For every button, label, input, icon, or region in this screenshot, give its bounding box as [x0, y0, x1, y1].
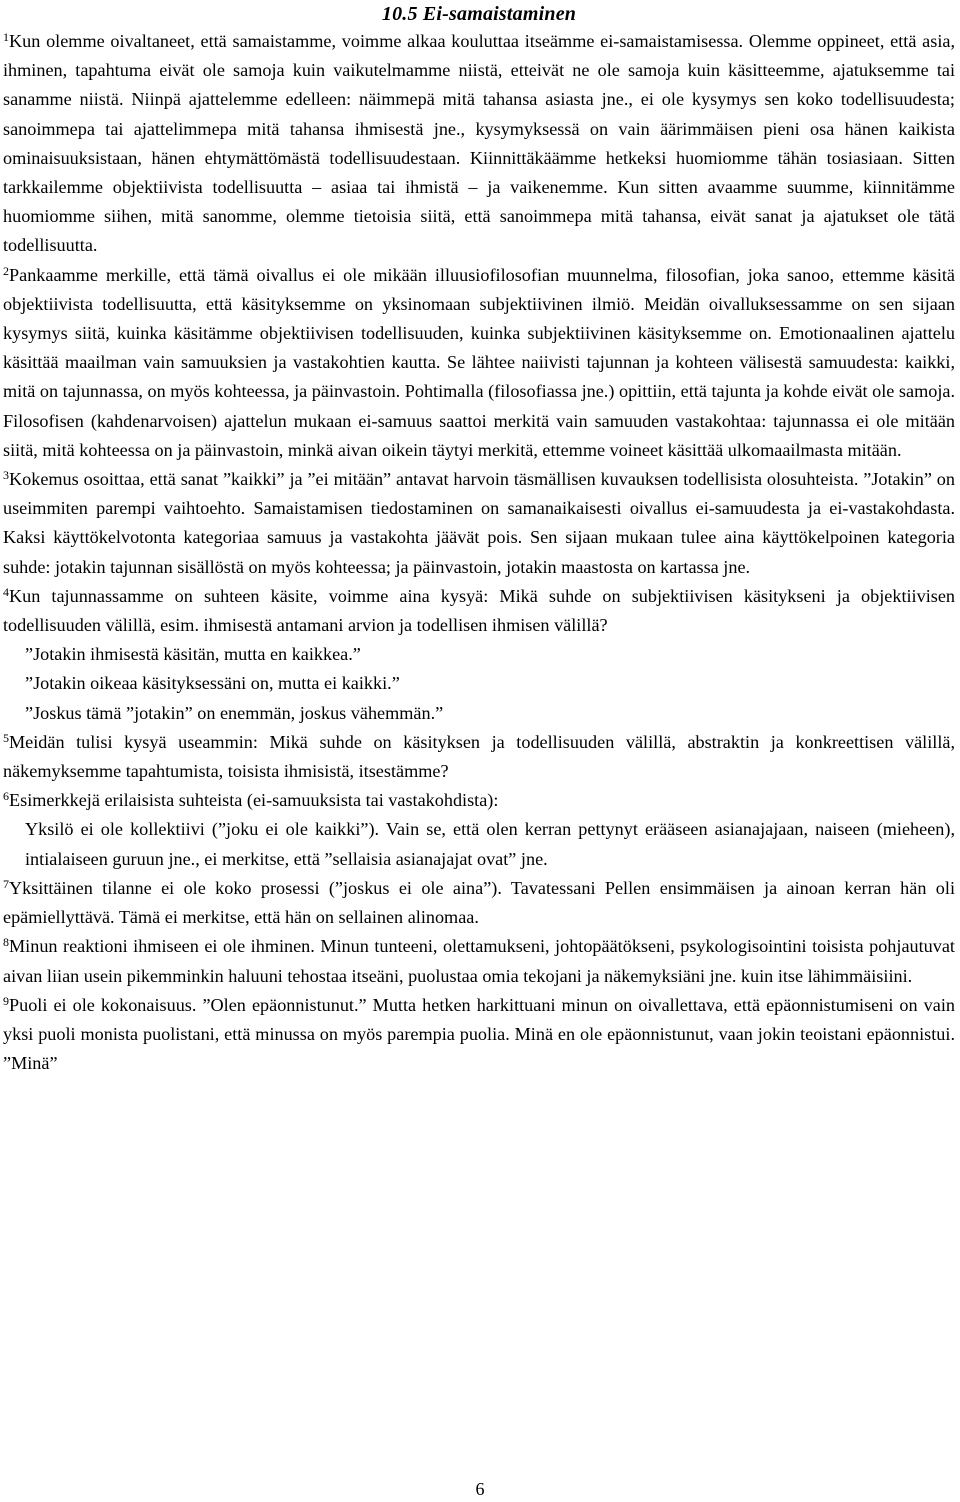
footnote-number: 8 — [3, 935, 9, 950]
body-text — [3, 27, 955, 1078]
paragraph-text: Kokemus osoittaa, että sanat ”kaikki” ja ”ei mitään” antavat harvoin täsmällisen kuvauksen todellisista olosuhteista. ”Jotakin” on useimmiten parempi vaihtoehto. Samaistamisen tiedostaminen on samanaikaisesti oivallus ei-samuudesta ja ei-vastakohdasta. Kaksi käyttökelvotonta kategoriaa samuus ja vastakohta jäävät pois. Sen sijaan mukaan tulee aina käyttökelpoinen kategoria suhde: jotakin tajunnan sisällöstä on myös kohteessa; ja päinvastoin, jotakin maastosta on kartassa jne. — [3, 469, 955, 577]
paragraph-9 — [3, 991, 955, 1079]
quote-line: ”Jotakin ihmisestä käsitän, mutta en kaikkea.” — [25, 644, 361, 665]
paragraph-8 — [3, 932, 955, 990]
footnote-number: 1 — [3, 30, 9, 44]
footnote-number: 6 — [3, 789, 9, 804]
paragraph-text: Kun tajunnassamme on suhteen käsite, voimme aina kysyä: Mikä suhde on subjektiivisen käsitykseni ja objektiivisen todellisuuden välillä, esim. ihmisestä antamani arvion ja todellisen ihmisen välillä? — [3, 585, 955, 636]
example-paragraph: Yksilö ei ole kollektiivi (”joku ei ole kaikki”). Vain se, että olen kerran pettynyt erääseen asianajajaan, naiseen (mieheen), intialaiseen guruun jne., ei merkitse, että ”sellaisia asianajajat ovat” jne. — [25, 819, 955, 869]
paragraph-3 — [3, 465, 955, 582]
paragraph-2 — [3, 261, 955, 465]
page-number: 6 — [475, 1479, 485, 1499]
footnote-number: 7 — [3, 876, 9, 891]
paragraph-7 — [3, 874, 955, 932]
paragraph-6 — [3, 786, 955, 815]
paragraph-4 — [3, 582, 955, 640]
paragraph-text: Pankaamme merkille, että tämä oivallus ei ole mikään illuusiofilosofian muunnelma, filosofian, joka sanoo, ettemme käsitä objektiivista todellisuutta, että käsityksemme on yksinomaan subjektiivinen ilmiö. Meidän oivalluksessamme on sen sijaan kysymys siitä, kuinka käsitämme objektiivisen todellisuuden, kuinka subjektiivinen käsityksemme on. Emotionaalinen ajattelu käsittää maailman vain samuuksien ja vastakohtien kautta. Se lähtee naiivisti tajunnan ja kohteen välisestä samuudesta: kaikki, mitä on tajunnassa, on myös kohteessa, ja päinvastoin. Pohtimalla (filosofiassa jne.) opittiin, että tajunta ja kohde eivät ole samoja. Filosofisen (kahdenarvoisen) ajattelun mukaan ei-samuus saattoi merkitä vain samuuden vastakohtaa: tajunnassa ei ole mitään siitä, mitä kohteessa on ja päinvastoin, minkä aivan oikein täytyi merkitä, ettemme voineet käsittää ulkomaailmasta mitään. — [3, 264, 955, 460]
footnote-number: 9 — [3, 993, 9, 1008]
footnote-number: 4 — [3, 584, 9, 599]
paragraph-text: Minun reaktioni ihmiseen ei ole ihminen. Minun tunteeni, olettamukseni, johtopäätökseni, psykologisointini toisista pohjautuvat aivan liian usein pikemminkin haluuni tehostaa itseäni, puolustaa omia tekojani ja näkemyksiäni jne. kuin itse lähimmäisiini. — [3, 936, 955, 986]
paragraph-text: Esimerkkejä erilaisista suhteista (ei-samuuksista tai vastakohdista): — [9, 790, 499, 811]
footnote-number: 3 — [3, 468, 9, 483]
paragraph-text: Puoli ei ole kokonaisuus. ”Olen epäonnistunut.” Mutta hetken harkittuani minun on oivallettava, että epäonnistumiseni on vain yksi puoli monista puolistani, että minussa on myös parempia puolia. Minä en ole epäonnistunut, vaan jokin teoistani epäonnistui. ”Minä” — [3, 994, 955, 1074]
document-page — [3, 0, 955, 1078]
paragraph-text: Meidän tulisi kysyä useammin: Mikä suhde on käsityksen ja todellisuuden välillä, abstraktin ja konkreettisen välillä, näkemyksemme tapahtumista, toisista ihmisistä, itsestämme? — [3, 731, 955, 782]
quote-line: ”Jotakin oikeaa käsityksessäni on, mutta ei kaikki.” — [25, 673, 400, 694]
footnote-number: 5 — [3, 730, 9, 745]
paragraph-1 — [3, 27, 955, 261]
quote-line: ”Joskus tämä ”jotakin” on enemmän, joskus vähemmän.” — [25, 702, 444, 723]
footnote-number: 2 — [3, 263, 9, 278]
paragraph-text: Yksittäinen tilanne ei ole koko prosessi (”joskus ei ole aina”). Tavatessani Pellen ensimmäisen ja ainoan kerran hän oli epämiellyttävä. Tämä ei merkitse, että hän on sellainen alinomaa. — [3, 877, 955, 928]
section-heading: 10.5 Ei-samaistaminen — [381, 3, 577, 25]
paragraph-5 — [3, 728, 955, 786]
paragraph-text: Kun olemme oivaltaneet, että samaistamme, voimme alkaa kouluttaa itseämme ei-samaistamisessa. Olemme oppineet, että asia, ihminen, tapahtuma eivät ole samoja kuin vaikutelmamme niistä, etteivät ne ole samoja kuin käsitteemme, ajatuksemme tai sanamme niistä. Niinpä ajattelemme edelleen: näimmepä mitä tahansa asiasta jne., ei ole kysymys sen koko todellisuudesta; sanoimmepa tai ajattelimmepa mitä tahansa ihmisestä jne., kysymyksessä on vain äärimmäisen pieni osa hänen kaikista ominaisuuksistaan, hänen ehtymättömästä todellisuudestaan. Kiinnittäkäämme hetkeksi huomiomme tähän tosiasiaan. Sitten tarkkailemme objektiivista todellisuutta – asiaa tai ihmistä – ja vaikenemme. Kun sitten avaamme suumme, kiinnitämme huomiomme siihen, mitä sanomme, olemme tietoisia siitä, että sanoimmepa mitä tahansa, eivät sanat ja ajatukset ole tätä todellisuutta. — [3, 31, 955, 256]
